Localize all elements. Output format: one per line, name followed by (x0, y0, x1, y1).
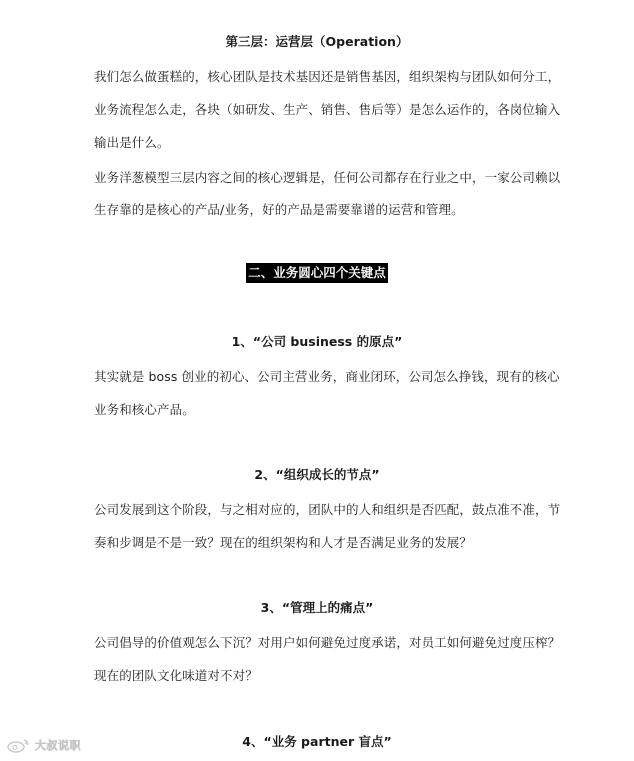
point-heading: 1、“公司 business 的原点” (231, 334, 403, 349)
point-line: 其实就是 boss 创业的初心、公司主营业务，商业闭环，公司怎么挣钱，现有的核心 (94, 369, 560, 384)
section-title: 二、业务圆心四个关键点 (246, 263, 388, 283)
point-line: 公司发展到这个阶段，与之相对应的，团队中的人和组织是否匹配，鼓点准不准，节 (94, 502, 561, 517)
point-line: 业务和核心产品。 (94, 402, 195, 417)
point-heading: 3、“管理上的痛点” (260, 600, 374, 615)
layer3-para2-line: 业务洋葱模型三层内容之间的核心逻辑是，任何公司都存在行业之中，一家公司赖以 (94, 170, 561, 185)
layer3-para1-line: 输出是什么。 (94, 135, 170, 150)
weibo-icon (6, 737, 32, 753)
point-heading: 4、“业务 partner 盲点” (242, 734, 392, 749)
layer3-heading: 第三层：运营层（Operation） (225, 34, 409, 49)
point-line: 奏和步调是不是一致？现在的组织架构和人才是否满足业务的发展？ (94, 535, 473, 550)
layer3-para1-line: 我们怎么做蛋糕的，核心团队是技术基因还是销售基因，组织架构与团队如何分工， (94, 69, 561, 84)
layer3-para1-line: 业务流程怎么走，各块（如研发、生产、销售、售后等）是怎么运作的，各岗位输入 (94, 102, 561, 117)
point-line: 现在的团队文化味道对不对？ (94, 668, 258, 683)
watermark (6, 737, 81, 753)
point-line: 公司倡导的价值观怎么下沉？对用户如何避免过度承诺，对员工如何避免过度压榨？ (94, 635, 561, 650)
layer3-para2-line: 生存靠的是核心的产品/业务，好的产品是需要靠谱的运营和管理。 (94, 202, 464, 217)
point-heading: 2、“组织成长的节点” (254, 467, 380, 482)
watermark-text: 大叔说职 (35, 739, 81, 752)
